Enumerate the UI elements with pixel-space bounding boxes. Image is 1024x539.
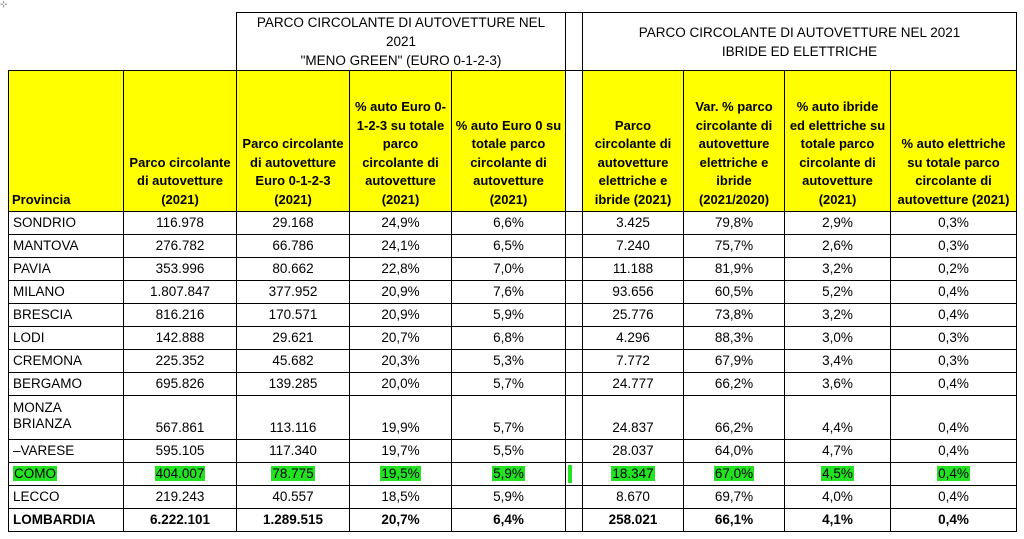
table-row (9, 486, 1017, 509)
cell-pct-euro0: 5,3% (452, 350, 566, 373)
column-header: Parco circolante di autovetture elettriche e ibride (2021) (583, 71, 684, 212)
cell-ibride: 8.670 (583, 486, 684, 509)
cell-var-ibride: 81,9% (684, 258, 785, 281)
cell-pct-ibride: 5,2% (785, 281, 891, 304)
cell-provincia: BERGAMO (9, 373, 124, 396)
cell-pct-euro0: 5,7% (452, 373, 566, 396)
cell-pct-elettriche: 0,4% (891, 486, 1017, 509)
gap-cell (566, 327, 583, 350)
cell-parco: 595.105 (124, 440, 237, 463)
gap-cell (566, 396, 583, 440)
cell-ibride: 93.656 (583, 281, 684, 304)
cell-ibride: 25.776 (583, 304, 684, 327)
cell-var-ibride: 66,1% (684, 509, 785, 532)
cell-parco: 567.861 (124, 396, 237, 440)
table-move-handle-icon[interactable]: ⊹ (0, 0, 8, 9)
table-row (9, 281, 1017, 304)
cell-pct-ibride: 3,2% (785, 258, 891, 281)
cell-provincia: LECCO (9, 486, 124, 509)
cell-pct-euro0123: 20,9% (350, 304, 452, 327)
table-row (9, 304, 1017, 327)
table-row (9, 440, 1017, 463)
cell-provincia: PAVIA (9, 258, 124, 281)
cell-pct-ibride: 4,5% (785, 463, 891, 486)
cell-var-ibride: 69,7% (684, 486, 785, 509)
column-header: % auto elettriche su totale parco circolante di autovetture (2021) (891, 71, 1017, 212)
cell-var-ibride: 88,3% (684, 327, 785, 350)
column-header: % auto Euro 0 su totale parco circolante di autovetture (2021) (452, 71, 566, 212)
cell-euro0123: 78.775 (237, 463, 350, 486)
cell-provincia: LOMBARDIA (9, 509, 124, 532)
cell-pct-euro0123: 20,9% (350, 281, 452, 304)
cell-pct-ibride: 2,9% (785, 212, 891, 235)
table-row (9, 463, 1017, 486)
table-row (9, 373, 1017, 396)
cell-provincia: MANTOVA (9, 235, 124, 258)
cell-parco: 219.243 (124, 486, 237, 509)
gap-cell (566, 235, 583, 258)
cell-pct-elettriche: 0,4% (891, 304, 1017, 327)
table-body (9, 212, 1017, 532)
cell-pct-euro0: 5,9% (452, 486, 566, 509)
cell-ibride: 4.296 (583, 327, 684, 350)
cell-pct-ibride: 4,4% (785, 396, 891, 440)
cell-pct-euro0123: 22,8% (350, 258, 452, 281)
cell-pct-euro0123: 19,9% (350, 396, 452, 440)
gap-cell (566, 486, 583, 509)
cell-pct-elettriche: 0,3% (891, 212, 1017, 235)
cell-pct-euro0: 5,9% (452, 304, 566, 327)
cell-pct-elettriche: 0,4% (891, 463, 1017, 486)
cell-provincia: COMO (9, 463, 124, 486)
table-row (9, 509, 1017, 532)
cell-pct-elettriche: 0,4% (891, 281, 1017, 304)
cell-pct-euro0123: 20,7% (350, 327, 452, 350)
cell-pct-ibride: 3,6% (785, 373, 891, 396)
cell-parco: 225.352 (124, 350, 237, 373)
cell-euro0123: 80.662 (237, 258, 350, 281)
cell-euro0123: 139.285 (237, 373, 350, 396)
cell-pct-euro0: 6,4% (452, 509, 566, 532)
cell-pct-euro0: 6,6% (452, 212, 566, 235)
cell-parco: 276.782 (124, 235, 237, 258)
cell-pct-euro0: 6,8% (452, 327, 566, 350)
cell-ibride: 7.240 (583, 235, 684, 258)
cell-pct-euro0: 5,9% (452, 463, 566, 486)
cell-pct-euro0: 7,6% (452, 281, 566, 304)
cell-pct-elettriche: 0,4% (891, 440, 1017, 463)
cell-provincia: MONZA BRIANZA (9, 396, 124, 440)
cell-euro0123: 170.571 (237, 304, 350, 327)
cell-ibride: 11.188 (583, 258, 684, 281)
table-row (9, 350, 1017, 373)
cell-pct-euro0123: 24,9% (350, 212, 452, 235)
gap-cell (566, 440, 583, 463)
column-header: Var. % parco circolante di autovetture elettriche e ibride (2021/2020) (684, 71, 785, 212)
cell-ibride: 24.837 (583, 396, 684, 440)
group-header-ibride: PARCO CIRCOLANTE DI AUTOVETTURE NEL 2021 IBRIDE ED ELETTRICHE (583, 13, 1017, 71)
cell-pct-elettriche: 0,4% (891, 396, 1017, 440)
cell-var-ibride: 64,0% (684, 440, 785, 463)
cell-var-ibride: 73,8% (684, 304, 785, 327)
column-header: % auto Euro 0-1-2-3 su totale parco circolante di autovetture (2021) (350, 71, 452, 212)
gap-cell (566, 304, 583, 327)
cell-euro0123: 377.952 (237, 281, 350, 304)
gap-cell (566, 509, 583, 532)
cell-provincia: CREMONA (9, 350, 124, 373)
cell-euro0123: 45.682 (237, 350, 350, 373)
cell-euro0123: 117.340 (237, 440, 350, 463)
table-row (9, 235, 1017, 258)
cell-pct-euro0123: 24,1% (350, 235, 452, 258)
cell-pct-ibride: 4,0% (785, 486, 891, 509)
cell-parco: 6.222.101 (124, 509, 237, 532)
cell-pct-euro0: 5,5% (452, 440, 566, 463)
cell-pct-euro0123: 20,7% (350, 509, 452, 532)
gap-cell (566, 463, 583, 486)
gap-cell (566, 71, 583, 212)
cell-provincia: BRESCIA (9, 304, 124, 327)
cell-provincia: LODI (9, 327, 124, 350)
cell-var-ibride: 67,9% (684, 350, 785, 373)
column-header: Parco circolante di autovetture (2021) (124, 71, 237, 212)
cell-var-ibride: 66,2% (684, 373, 785, 396)
cell-parco: 353.996 (124, 258, 237, 281)
cell-var-ibride: 75,7% (684, 235, 785, 258)
cell-pct-elettriche: 0,2% (891, 258, 1017, 281)
cell-var-ibride: 66,2% (684, 396, 785, 440)
cell-provincia: –VARESE (9, 440, 124, 463)
cell-pct-elettriche: 0,4% (891, 373, 1017, 396)
cell-ibride: 24.777 (583, 373, 684, 396)
column-header: % auto ibride ed elettriche su totale parco circolante di autovetture (2021) (785, 71, 891, 212)
cell-euro0123: 40.557 (237, 486, 350, 509)
cell-pct-elettriche: 0,3% (891, 327, 1017, 350)
gap-cell (566, 212, 583, 235)
cell-pct-ibride: 4,7% (785, 440, 891, 463)
cell-var-ibride: 60,5% (684, 281, 785, 304)
cell-pct-euro0: 7,0% (452, 258, 566, 281)
cell-pct-ibride: 3,4% (785, 350, 891, 373)
cell-provincia: SONDRIO (9, 212, 124, 235)
table-row (9, 327, 1017, 350)
cell-pct-ibride: 2,6% (785, 235, 891, 258)
cell-euro0123: 29.621 (237, 327, 350, 350)
cell-pct-euro0123: 20,0% (350, 373, 452, 396)
cell-pct-euro0123: 19,7% (350, 440, 452, 463)
cell-pct-elettriche: 0,4% (891, 509, 1017, 532)
cell-pct-elettriche: 0,3% (891, 235, 1017, 258)
table-row (9, 396, 1017, 440)
cell-ibride: 258.021 (583, 509, 684, 532)
data-table (8, 12, 1017, 532)
cell-parco: 142.888 (124, 327, 237, 350)
table-row (9, 212, 1017, 235)
cell-var-ibride: 67,0% (684, 463, 785, 486)
cell-euro0123: 29.168 (237, 212, 350, 235)
cell-pct-euro0: 5,7% (452, 396, 566, 440)
cell-ibride: 3.425 (583, 212, 684, 235)
cell-var-ibride: 79,8% (684, 212, 785, 235)
group-header-row (9, 13, 1017, 71)
cell-parco: 816.216 (124, 304, 237, 327)
cell-parco: 1.807.847 (124, 281, 237, 304)
highlight-mark (568, 465, 572, 483)
gap-cell (566, 13, 583, 71)
cell-ibride: 7.772 (583, 350, 684, 373)
cell-parco: 116.978 (124, 212, 237, 235)
cell-parco: 404.007 (124, 463, 237, 486)
column-header: Parco circolante di autovetture Euro 0-1-2-3 (2021) (237, 71, 350, 212)
table-row (9, 258, 1017, 281)
group-header-meno-green: PARCO CIRCOLANTE DI AUTOVETTURE NEL 2021 "MENO GREEN" (EURO 0-1-2-3) (237, 13, 566, 71)
cell-pct-ibride: 4,1% (785, 509, 891, 532)
column-header: Provincia (9, 71, 124, 212)
cell-pct-ibride: 3,2% (785, 304, 891, 327)
cell-pct-euro0123: 19,5% (350, 463, 452, 486)
cell-provincia: MILANO (9, 281, 124, 304)
column-header-row (9, 71, 1017, 212)
gap-cell (566, 258, 583, 281)
cell-euro0123: 1.289.515 (237, 509, 350, 532)
cell-ibride: 18.347 (583, 463, 684, 486)
cell-pct-elettriche: 0,3% (891, 350, 1017, 373)
cell-pct-euro0123: 20,3% (350, 350, 452, 373)
cell-parco: 695.826 (124, 373, 237, 396)
cell-ibride: 28.037 (583, 440, 684, 463)
gap-cell (566, 350, 583, 373)
cell-euro0123: 113.116 (237, 396, 350, 440)
cell-pct-ibride: 3,0% (785, 327, 891, 350)
cell-euro0123: 66.786 (237, 235, 350, 258)
gap-cell (566, 373, 583, 396)
cell-pct-euro0: 6,5% (452, 235, 566, 258)
gap-cell (566, 281, 583, 304)
cell-pct-euro0123: 18,5% (350, 486, 452, 509)
